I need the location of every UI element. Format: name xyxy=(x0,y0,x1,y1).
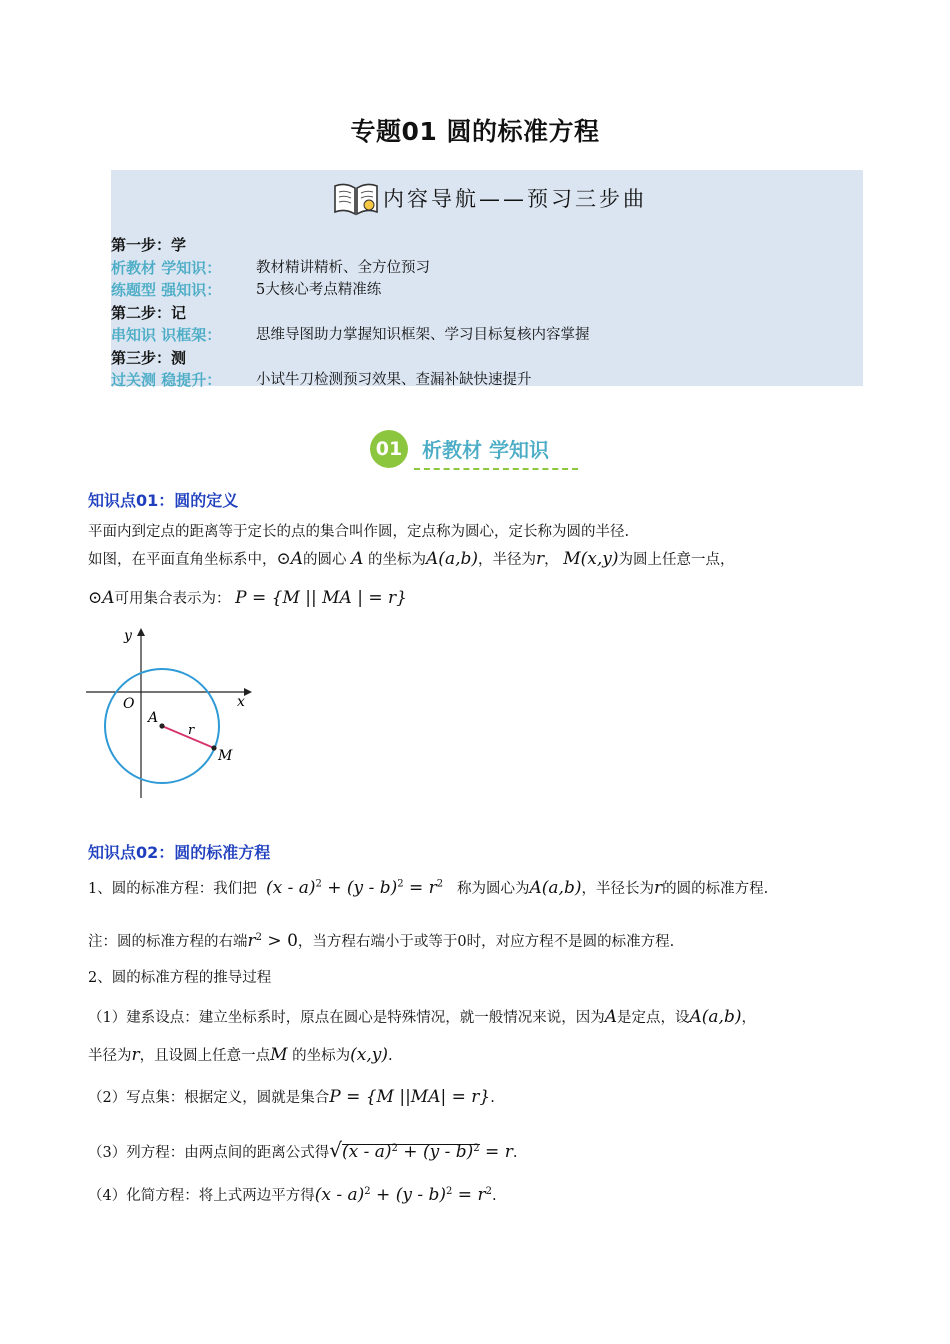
text-run: . xyxy=(388,1048,393,1064)
text-run: 注：圆的标准方程的右端 xyxy=(88,934,248,950)
eq-exp: 2 xyxy=(436,878,444,890)
kp2-derivation-heading: 2、圆的标准方程的推导过程 xyxy=(88,970,272,986)
nav-row-4-label: 过关测 稳提升： xyxy=(111,371,222,389)
kp2-note xyxy=(88,930,674,951)
eq-part: + (y - b) xyxy=(397,1142,474,1162)
eq-exp: 2 xyxy=(446,1186,453,1198)
text-run: （4）化简方程：将上式两边平方得 xyxy=(88,1188,315,1204)
text-run: （2）写点集：根据定义，圆就是集合 xyxy=(88,1090,330,1106)
text-run: . xyxy=(491,1188,497,1204)
text-run: 称为圆心为 xyxy=(457,881,530,897)
origin-label: O xyxy=(123,696,135,712)
sqrt-sign: √ xyxy=(329,1138,342,1162)
eq-part: (x - a) xyxy=(265,878,316,898)
text-run: 的圆心 xyxy=(303,552,347,568)
kp1-coordinates-line xyxy=(88,548,735,569)
nav-row-4-text: 小试牛刀检测预习效果、查漏补缺快速提升 xyxy=(256,372,532,388)
circle-figure xyxy=(84,624,254,800)
center-point xyxy=(159,723,164,728)
eq-exp: 2 xyxy=(255,932,263,944)
eq-exp: 2 xyxy=(364,1186,371,1198)
x-label: x xyxy=(237,694,245,710)
text-run: . xyxy=(512,1145,518,1161)
content-nav-box xyxy=(111,170,863,389)
nav-row-3-label: 串知识 识框架： xyxy=(111,326,222,344)
math-xy: (x,y) xyxy=(350,1045,389,1065)
math-r: r xyxy=(247,931,256,951)
text-run: （3）列方程：由两点间的距离公式得 xyxy=(88,1145,330,1161)
step-3-heading: 第三步：测 xyxy=(111,348,187,367)
step-1-heading: 第一步：学 xyxy=(111,236,187,254)
math-point-m: M(x,y) xyxy=(563,549,619,569)
nav-rows xyxy=(111,234,590,392)
knowledge-point-1-heading: 知识点01：圆的定义 xyxy=(88,491,239,510)
text-run: 是定点，设 xyxy=(617,1010,690,1026)
text-run: 的坐标为 xyxy=(292,1048,351,1064)
eq-part: (x - a) xyxy=(314,1185,365,1205)
math-r: r xyxy=(131,1045,140,1065)
y-axis-arrow xyxy=(137,628,145,636)
nav-row-2-text: 5大核心考点精准练 xyxy=(256,282,382,298)
text-run: 半径为 xyxy=(88,1048,132,1064)
kp1-definition: 平面内到定点的距离等于定长的点的集合叫作圆，定点称为圆心，定长称为圆的半径. xyxy=(88,524,630,540)
m-label: M xyxy=(218,748,233,764)
text-run: ，且设圆上任意一点 xyxy=(139,1048,271,1064)
point-m xyxy=(211,745,216,750)
math-r: r xyxy=(653,878,663,898)
radius-label: r xyxy=(188,723,195,738)
eq-part: + (y - b) xyxy=(370,1185,447,1205)
section-dashed-underline xyxy=(414,468,578,470)
nav-row-3-text: 思维导图助力掌握知识框架、学习目标复核内容掌握 xyxy=(256,327,590,343)
eq-part: = r xyxy=(452,1185,486,1205)
center-label: A xyxy=(148,710,159,726)
kp2-step-1 xyxy=(88,1006,756,1027)
nav-row-1-text: 教材精讲精析、全方位预习 xyxy=(256,259,430,276)
text-run: ， xyxy=(544,552,559,568)
eq-part: = r xyxy=(403,878,437,898)
x-axis-arrow xyxy=(244,688,252,696)
kp2-step-4 xyxy=(88,1184,497,1205)
kp2-line-1 xyxy=(88,877,768,898)
text-run: ，半径为 xyxy=(478,552,536,568)
eq-part: = r xyxy=(479,1142,513,1162)
knowledge-point-2-heading: 知识点02：圆的标准方程 xyxy=(88,843,271,862)
eq-part: + (y - b) xyxy=(321,878,398,898)
step-2-heading: 第二步：记 xyxy=(111,303,187,322)
page-title: 专题01 圆的标准方程 xyxy=(350,117,600,146)
section-banner xyxy=(370,426,580,472)
math-circle-a: ⊙A xyxy=(276,549,304,569)
math-standard-equation xyxy=(266,878,443,898)
kp2-step-3 xyxy=(88,1138,517,1162)
eq-exp: 2 xyxy=(473,1143,480,1155)
math-circle-a: ⊙A xyxy=(88,588,115,608)
eq-part: (x - a) xyxy=(341,1142,392,1162)
kp2-step-2 xyxy=(88,1086,495,1107)
kp2-step-1-cont xyxy=(88,1044,393,1065)
text-run: 为圆上任意一点， xyxy=(618,552,735,568)
text-run: 的坐标为 xyxy=(368,552,427,568)
nav-row-1-label: 析教材 学知识： xyxy=(111,258,222,277)
math-gt-zero: > 0 xyxy=(262,931,298,951)
eq-exp: 2 xyxy=(391,1143,398,1155)
text-run: （1）建系设点：建立坐标系时，原点在圆心是特殊情况，就一般情况来说，因为 xyxy=(88,1010,605,1026)
text-run: . xyxy=(490,1090,495,1106)
kp1-set-line xyxy=(88,587,407,608)
text-run: 的圆的标准方程. xyxy=(662,881,769,897)
sqrt-radicand xyxy=(342,1144,480,1161)
math-m: M xyxy=(270,1045,288,1065)
math-center-a: A(a,b) xyxy=(426,549,478,569)
math-r: r xyxy=(536,549,545,569)
math-center-a: A(a,b) xyxy=(689,1007,742,1027)
eq-exp: 2 xyxy=(397,878,404,890)
section-number-badge: 01 xyxy=(370,430,408,468)
open-book-icon xyxy=(331,178,381,218)
text-run: 1、圆的标准方程：我们把 xyxy=(88,881,257,897)
math-a: A xyxy=(351,549,364,569)
eq-exp: 2 xyxy=(485,1186,492,1198)
nav-header xyxy=(331,176,647,220)
text-run: ， xyxy=(741,1010,756,1026)
nav-title: 内容导航——预习三步曲 xyxy=(383,187,647,211)
math-set-formula: P = {M ||MA| = r} xyxy=(329,1087,491,1107)
math-center-a: A(a,b) xyxy=(529,878,582,898)
section-label: 析教材 学知识 xyxy=(422,438,549,462)
nav-row-2-label: 练题型 强知识： xyxy=(111,281,222,299)
text-run: 可用集合表示为： xyxy=(114,591,231,607)
y-label: y xyxy=(124,628,132,644)
text-run: ，半径长为 xyxy=(581,881,654,897)
math-set-formula: P = {M || MA | = r} xyxy=(235,588,407,608)
math-a: A xyxy=(604,1007,618,1027)
text-run: 如图，在平面直角坐标系中， xyxy=(88,552,277,568)
eq-exp: 2 xyxy=(315,878,322,890)
text-run: ，当方程右端小于或等于0时，对应方程不是圆的标准方程. xyxy=(297,934,675,950)
